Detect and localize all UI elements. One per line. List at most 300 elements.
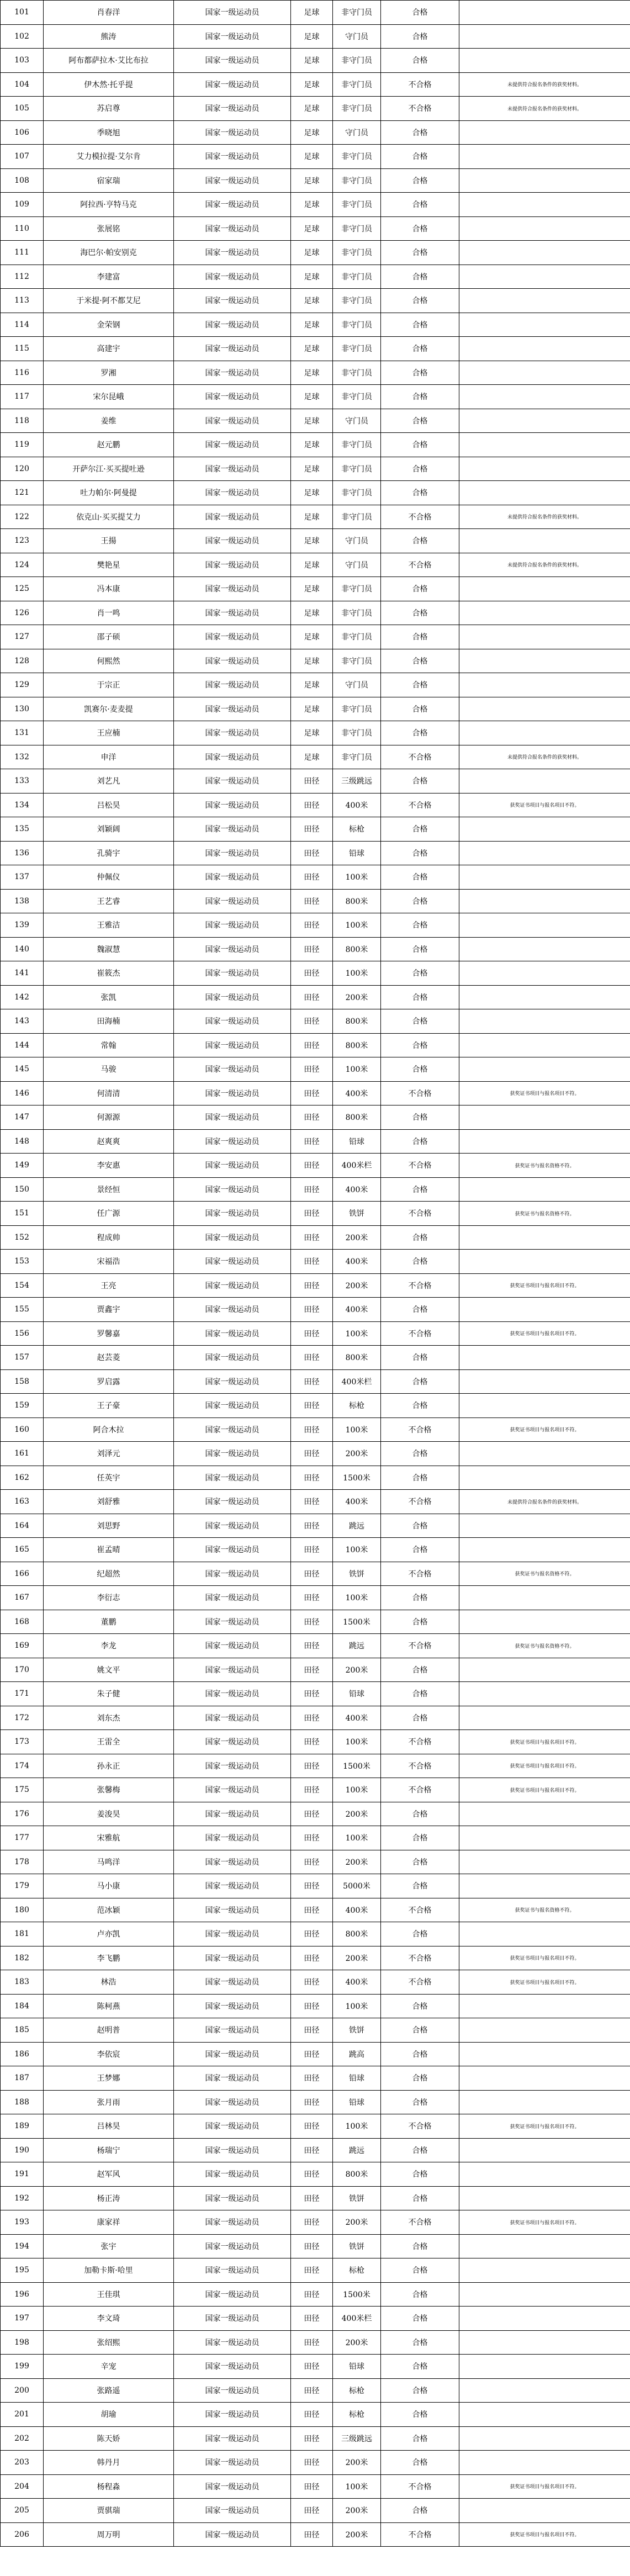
result-cell: 合格 [381,1850,459,1874]
remark-cell: 获奖证书项目与报名项目不符。 [459,1730,630,1754]
name-cell: 肖一鸣 [44,601,174,625]
level-cell: 国家一级运动员 [174,1562,291,1586]
level-cell: 国家一级运动员 [174,2355,291,2379]
sport-cell: 田径 [291,1394,333,1418]
event-cell: 800米 [333,1009,381,1034]
row-number: 115 [1,337,44,361]
remark-cell: 获奖证书项目与报名项目不符。 [459,1970,630,1995]
table-row [1,577,630,601]
event-cell: 守门员 [333,120,381,145]
level-cell: 国家一级运动员 [174,1009,291,1034]
row-number: 105 [1,97,44,121]
sport-cell: 田径 [291,1754,333,1778]
sport-cell: 田径 [291,2018,333,2043]
name-cell: 董鹏 [44,1610,174,1634]
result-cell: 不合格 [381,1946,459,1970]
level-cell: 国家一级运动员 [174,1225,291,1250]
event-cell: 400米 [333,793,381,817]
table-row [1,1610,630,1634]
name-cell: 于宗正 [44,673,174,697]
table-row [1,1225,630,1250]
name-cell: 宿家瑞 [44,168,174,193]
result-cell: 合格 [381,2451,459,2475]
row-number: 112 [1,265,44,289]
sport-cell: 田径 [291,1009,333,1034]
name-cell: 于米提·阿不都艾尼 [44,289,174,313]
event-cell: 标枪 [333,817,381,842]
sport-cell: 田径 [291,817,333,842]
sport-cell: 田径 [291,2426,333,2451]
level-cell: 国家一级运动员 [174,2138,291,2162]
level-cell: 国家一级运动员 [174,2522,291,2547]
event-cell: 400米 [333,1250,381,1274]
row-number: 128 [1,649,44,673]
remark-cell: 获奖证书项目与报名项目不符。 [459,1081,630,1105]
event-cell: 400米 [333,1706,381,1730]
row-number: 119 [1,433,44,457]
remark-cell [459,1802,630,1826]
name-cell: 吕林昊 [44,2114,174,2139]
result-cell: 合格 [381,817,459,842]
level-cell: 国家一级运动员 [174,2307,291,2331]
name-cell: 陈柯燕 [44,1994,174,2018]
sport-cell: 田径 [291,2403,333,2427]
level-cell: 国家一级运动员 [174,1946,291,1970]
result-cell: 合格 [381,1706,459,1730]
table-row [1,1826,630,1850]
row-number: 181 [1,1922,44,1946]
row-number: 184 [1,1994,44,2018]
table-row [1,1273,630,1298]
result-cell: 不合格 [381,1081,459,1105]
event-cell: 非守门员 [333,216,381,241]
remark-cell [459,2282,630,2307]
row-number: 127 [1,625,44,649]
table-row [1,1970,630,1995]
event-cell: 400米栏 [333,2307,381,2331]
row-number: 179 [1,1874,44,1898]
name-cell: 伊木然·托乎提 [44,72,174,97]
level-cell: 国家一级运动员 [174,1466,291,1490]
result-cell: 合格 [381,1514,459,1538]
result-cell: 合格 [381,1009,459,1034]
row-number: 138 [1,889,44,913]
row-number: 134 [1,793,44,817]
result-cell: 合格 [381,313,459,337]
event-cell: 200米 [333,1946,381,1970]
row-number: 187 [1,2066,44,2091]
row-number: 152 [1,1225,44,1250]
table-row [1,2042,630,2066]
row-number: 103 [1,49,44,73]
sport-cell: 田径 [291,1802,333,1826]
name-cell: 肖春洋 [44,1,174,25]
level-cell: 国家一级运动员 [174,1154,291,1178]
remark-cell [459,1850,630,1874]
sport-cell: 田径 [291,2114,333,2139]
event-cell: 跳高 [333,2042,381,2066]
level-cell: 国家一级运动员 [174,1273,291,1298]
name-cell: 胡瑜 [44,2403,174,2427]
result-cell: 合格 [381,889,459,913]
level-cell: 国家一级运动员 [174,1514,291,1538]
remark-cell [459,1129,630,1154]
level-cell: 国家一级运动员 [174,2330,291,2355]
sport-cell: 田径 [291,1634,333,1658]
name-cell: 赵元鹏 [44,433,174,457]
remark-cell [459,961,630,986]
result-cell: 合格 [381,1,459,25]
row-number: 154 [1,1273,44,1298]
table-row [1,529,630,553]
table-row [1,1706,630,1730]
sport-cell: 田径 [291,1225,333,1250]
remark-cell [459,1250,630,1274]
row-number: 165 [1,1538,44,1562]
name-cell: 任广源 [44,1202,174,1226]
event-cell: 非守门员 [333,265,381,289]
sport-cell: 田径 [291,1129,333,1154]
remark-cell [459,409,630,433]
result-cell: 合格 [381,337,459,361]
level-cell: 国家一级运动员 [174,1129,291,1154]
event-cell: 非守门员 [333,385,381,409]
table-row [1,120,630,145]
level-cell: 国家一级运动员 [174,289,291,313]
event-cell: 非守门员 [333,457,381,481]
name-cell: 赵芸菱 [44,1346,174,1370]
remark-cell [459,457,630,481]
level-cell: 国家一级运动员 [174,49,291,73]
level-cell: 国家一级运动员 [174,961,291,986]
table-row [1,1033,630,1057]
result-cell: 合格 [381,1994,459,2018]
result-cell: 合格 [381,625,459,649]
result-cell: 合格 [381,961,459,986]
result-cell: 不合格 [381,1778,459,1802]
level-cell: 国家一级运动员 [174,385,291,409]
row-number: 186 [1,2042,44,2066]
result-cell: 合格 [381,2499,459,2523]
row-number: 143 [1,1009,44,1034]
level-cell: 国家一级运动员 [174,649,291,673]
level-cell: 国家一级运动员 [174,361,291,385]
remark-cell [459,2403,630,2427]
name-cell: 张宇 [44,2234,174,2258]
result-cell: 合格 [381,937,459,961]
sport-cell: 田径 [291,2282,333,2307]
table-row [1,745,630,769]
sport-cell: 足球 [291,553,333,577]
name-cell: 孙永正 [44,1754,174,1778]
result-cell: 合格 [381,1826,459,1850]
table-row [1,1778,630,1802]
event-cell: 标枪 [333,2403,381,2427]
row-number: 124 [1,553,44,577]
level-cell: 国家一级运动员 [174,1,291,25]
event-cell: 守门员 [333,553,381,577]
event-cell: 200米 [333,2499,381,2523]
name-cell: 季晓旭 [44,120,174,145]
table-row [1,1177,630,1202]
result-cell: 合格 [381,865,459,890]
name-cell: 宋福浩 [44,1250,174,1274]
table-row [1,2403,630,2427]
sport-cell: 足球 [291,529,333,553]
sport-cell: 田径 [291,1994,333,2018]
level-cell: 国家一级运动员 [174,1202,291,1226]
level-cell: 国家一级运动员 [174,1298,291,1322]
table-row [1,1250,630,1274]
name-cell: 张馨梅 [44,1778,174,1802]
name-cell: 李衍志 [44,1586,174,1610]
row-number: 132 [1,745,44,769]
result-cell: 合格 [381,2258,459,2283]
sport-cell: 田径 [291,2042,333,2066]
table-row [1,1730,630,1754]
result-cell: 合格 [381,481,459,505]
row-number: 110 [1,216,44,241]
result-cell: 合格 [381,1922,459,1946]
event-cell: 非守门员 [333,49,381,73]
sport-cell: 足球 [291,457,333,481]
result-cell: 合格 [381,2403,459,2427]
event-cell: 非守门员 [333,289,381,313]
level-cell: 国家一级运动员 [174,337,291,361]
sport-cell: 田径 [291,889,333,913]
row-number: 204 [1,2474,44,2499]
row-number: 182 [1,1946,44,1970]
table-row [1,1490,630,1514]
level-cell: 国家一级运动员 [174,433,291,457]
event-cell: 非守门员 [333,145,381,169]
level-cell: 国家一级运动员 [174,1105,291,1130]
result-cell: 合格 [381,457,459,481]
level-cell: 国家一级运动员 [174,1826,291,1850]
table-row [1,2018,630,2043]
remark-cell [459,1442,630,1466]
row-number: 107 [1,145,44,169]
result-cell: 合格 [381,2330,459,2355]
table-row [1,337,630,361]
remark-cell: 未提供符合报名条件的获奖材料。 [459,505,630,529]
row-number: 174 [1,1754,44,1778]
level-cell: 国家一级运动员 [174,1682,291,1706]
remark-cell [459,1369,630,1394]
table-row [1,2066,630,2091]
event-cell: 100米 [333,1057,381,1082]
sport-cell: 田径 [291,961,333,986]
level-cell: 国家一级运动员 [174,889,291,913]
row-number: 137 [1,865,44,890]
remark-cell [459,841,630,865]
table-row [1,1369,630,1394]
row-number: 171 [1,1682,44,1706]
table-row [1,2426,630,2451]
event-cell: 200米 [333,2330,381,2355]
result-cell: 不合格 [381,2474,459,2499]
table-row [1,1081,630,1105]
sport-cell: 田径 [291,2522,333,2547]
result-cell: 合格 [381,1033,459,1057]
row-number: 203 [1,2451,44,2475]
table-row [1,361,630,385]
level-cell: 国家一级运动员 [174,1874,291,1898]
result-cell: 合格 [381,49,459,73]
name-cell: 艾力模拉提·艾尔肯 [44,145,174,169]
event-cell: 铅球 [333,1129,381,1154]
level-cell: 国家一级运动员 [174,1033,291,1057]
event-cell: 铁饼 [333,2234,381,2258]
name-cell: 仲佩仪 [44,865,174,890]
event-cell: 200米 [333,1442,381,1466]
event-cell: 非守门员 [333,577,381,601]
remark-cell [459,193,630,217]
table-row [1,457,630,481]
name-cell: 陈天娇 [44,2426,174,2451]
result-cell: 合格 [381,1298,459,1322]
event-cell: 铅球 [333,2355,381,2379]
sport-cell: 足球 [291,577,333,601]
event-cell: 200米 [333,985,381,1009]
sport-cell: 田径 [291,2355,333,2379]
row-number: 161 [1,1442,44,1466]
remark-cell [459,2234,630,2258]
result-cell: 不合格 [381,1202,459,1226]
level-cell: 国家一级运动员 [174,841,291,865]
name-cell: 加勒卡斯·哈里 [44,2258,174,2283]
level-cell: 国家一级运动员 [174,601,291,625]
event-cell: 100米 [333,961,381,986]
row-number: 101 [1,1,44,25]
result-cell: 合格 [381,2426,459,2451]
result-cell: 合格 [381,24,459,49]
table-row [1,1538,630,1562]
sport-cell: 田径 [291,2138,333,2162]
name-cell: 李依宸 [44,2042,174,2066]
table-row [1,1898,630,1922]
remark-cell [459,2186,630,2210]
name-cell: 吐力帕尔·阿曼提 [44,481,174,505]
result-cell: 不合格 [381,1754,459,1778]
result-cell: 合格 [381,241,459,265]
result-cell: 合格 [381,1610,459,1634]
result-cell: 合格 [381,409,459,433]
table-row [1,1154,630,1178]
result-cell: 合格 [381,1658,459,1682]
level-cell: 国家一级运动员 [174,1778,291,1802]
sport-cell: 足球 [291,505,333,529]
sport-cell: 田径 [291,1369,333,1394]
result-cell: 合格 [381,2042,459,2066]
sport-cell: 田径 [291,2474,333,2499]
sport-cell: 田径 [291,1610,333,1634]
level-cell: 国家一级运动员 [174,2403,291,2427]
row-number: 117 [1,385,44,409]
name-cell: 申洋 [44,745,174,769]
name-cell: 姜维 [44,409,174,433]
row-number: 183 [1,1970,44,1995]
level-cell: 国家一级运动员 [174,216,291,241]
level-cell: 国家一级运动员 [174,168,291,193]
name-cell: 姜浚昊 [44,1802,174,1826]
name-cell: 康家祥 [44,2210,174,2235]
row-number: 157 [1,1346,44,1370]
event-cell: 800米 [333,1346,381,1370]
remark-cell [459,1466,630,1490]
row-number: 131 [1,721,44,745]
remark-cell: 获奖证书项目与报名项目不符。 [459,2210,630,2235]
event-cell: 800米 [333,2162,381,2187]
remark-cell [459,168,630,193]
name-cell: 魏淑慧 [44,937,174,961]
sport-cell: 田径 [291,2234,333,2258]
name-cell: 罗湘 [44,361,174,385]
name-cell: 马鸣洋 [44,1850,174,1874]
remark-cell [459,145,630,169]
remark-cell [459,817,630,842]
name-cell: 阿拉西·亨特马克 [44,193,174,217]
event-cell: 200米 [333,1658,381,1682]
event-cell: 非守门员 [333,168,381,193]
name-cell: 凯赛尔·麦麦提 [44,697,174,721]
event-cell: 守门员 [333,529,381,553]
level-cell: 国家一级运动员 [174,505,291,529]
name-cell: 宋尔昆峨 [44,385,174,409]
result-cell: 不合格 [381,1730,459,1754]
result-cell: 合格 [381,673,459,697]
event-cell: 400米 [333,1898,381,1922]
table-row [1,2474,630,2499]
remark-cell [459,529,630,553]
name-cell: 辛宠 [44,2355,174,2379]
event-cell: 200米 [333,1225,381,1250]
sport-cell: 足球 [291,361,333,385]
sport-cell: 足球 [291,745,333,769]
table-row [1,1994,630,2018]
name-cell: 王揚 [44,529,174,553]
level-cell: 国家一级运动员 [174,865,291,890]
sport-cell: 田径 [291,841,333,865]
remark-cell [459,1105,630,1130]
row-number: 123 [1,529,44,553]
result-cell: 合格 [381,1874,459,1898]
event-cell: 5000米 [333,1874,381,1898]
sport-cell: 田径 [291,1442,333,1466]
result-cell: 合格 [381,193,459,217]
level-cell: 国家一级运动员 [174,1994,291,2018]
table-row [1,1298,630,1322]
level-cell: 国家一级运动员 [174,697,291,721]
row-number: 133 [1,769,44,794]
remark-cell [459,2258,630,2283]
name-cell: 王雅洁 [44,913,174,938]
row-number: 147 [1,1105,44,1130]
name-cell: 王梦娜 [44,2066,174,2091]
remark-cell [459,2378,630,2403]
event-cell: 100米 [333,2474,381,2499]
result-cell: 合格 [381,265,459,289]
sport-cell: 田径 [291,2499,333,2523]
name-cell: 阿合木拉 [44,1417,174,1442]
remark-cell: 获奖证书与报名资格不符。 [459,1154,630,1178]
table-row [1,985,630,1009]
remark-cell [459,769,630,794]
event-cell: 守门员 [333,409,381,433]
name-cell: 赵军风 [44,2162,174,2187]
remark-cell [459,1994,630,2018]
table-row [1,2282,630,2307]
